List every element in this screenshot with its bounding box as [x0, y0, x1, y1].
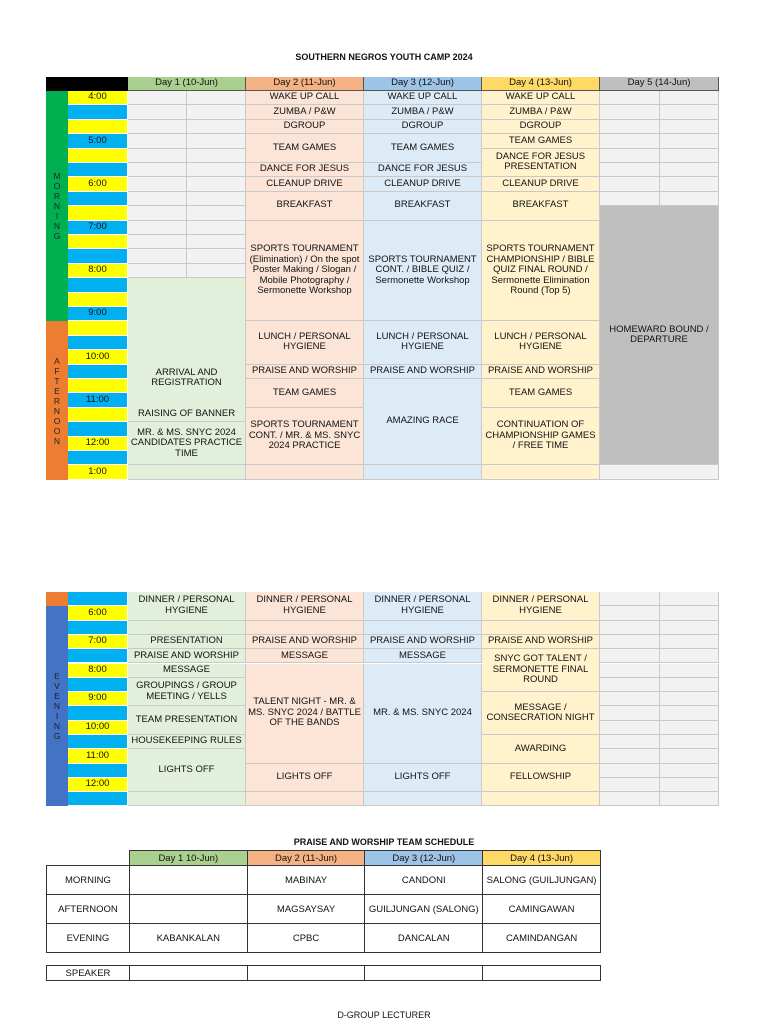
schedule-event: MR. & MS. SNYC 2024 — [364, 664, 482, 764]
pw-cell: MAGSAYSAY — [247, 895, 365, 924]
footer-label: D-GROUP LECTURER — [337, 1010, 431, 1020]
schedule-event: PRAISE AND WORSHIP — [364, 635, 482, 649]
time-cell: 10:00 — [68, 721, 128, 735]
day-header: Day 2 (11-Jun) — [246, 77, 364, 91]
empty-cell — [660, 177, 720, 191]
empty-cell — [660, 120, 720, 134]
afternoon-label-end — [46, 592, 68, 606]
empty-cell — [600, 635, 660, 649]
header-corner — [46, 77, 68, 91]
empty-cell — [660, 778, 720, 792]
pw-row-label: AFTERNOON — [47, 895, 130, 924]
time-cell: 9:00 — [68, 692, 128, 706]
empty-cell — [600, 134, 660, 148]
schedule-event: MESSAGE — [246, 649, 364, 663]
pw-cell: CPBC — [247, 924, 365, 953]
empty-cell — [128, 465, 246, 479]
time-cell: 1:00 — [68, 465, 128, 480]
empty-cell — [364, 621, 482, 635]
time-cell: 10:00 — [68, 350, 128, 364]
speaker-cell — [247, 966, 365, 981]
empty-cell — [600, 592, 660, 606]
time-cell: 6:00 — [68, 606, 128, 620]
empty-cell — [660, 606, 720, 620]
schedule-event: PRAISE AND WORSHIP — [482, 635, 600, 649]
time-cell — [68, 249, 128, 263]
empty-cell — [660, 649, 720, 663]
time-cell — [68, 649, 128, 663]
speaker-table — [46, 965, 601, 981]
schedule-event: TEAM PRESENTATION — [128, 706, 246, 735]
schedule-event: LIGHTS OFF — [128, 749, 246, 792]
schedule-event: ZUMBA / P&W — [364, 105, 482, 119]
time-cell — [68, 678, 128, 692]
pw-cell: CAMINGAWAN — [483, 895, 601, 924]
schedule-event: CONTINUATION OF CHAMPIONSHIP GAMES / FREE TIME — [482, 408, 600, 466]
pw-row-label: EVENING — [47, 924, 130, 953]
empty-cell — [600, 692, 660, 706]
schedule-event: TEAM GAMES — [482, 134, 600, 148]
schedule-event: BREAKFAST — [364, 192, 482, 221]
page-title: SOUTHERN NEGROS YOUTH CAMP 2024 — [295, 52, 473, 62]
time-cell: 8:00 — [68, 664, 128, 678]
schedule-event: TEAM GAMES — [482, 379, 600, 408]
schedule-event: BREAKFAST — [482, 192, 600, 221]
pw-cell: DANCALAN — [365, 924, 483, 953]
day-header: Day 5 (14-Jun) — [600, 77, 719, 91]
schedule-event: WAKE UP CALL — [364, 91, 482, 105]
schedule-event: DGROUP — [364, 120, 482, 134]
empty-cell — [482, 465, 600, 479]
empty-cell — [660, 621, 720, 635]
schedule-event: PRESENTATION — [128, 635, 246, 649]
speaker-label: SPEAKER — [47, 966, 130, 981]
pw-cell: GUILJUNGAN (SALONG) — [365, 895, 483, 924]
empty-cell — [600, 621, 660, 635]
empty-cell — [600, 192, 660, 206]
schedule-event: PRAISE AND WORSHIP — [246, 635, 364, 649]
empty-cell — [246, 465, 364, 479]
time-cell: 11:00 — [68, 393, 128, 407]
schedule-event: SPORTS TOURNAMENT CONT. / BIBLE QUIZ / Sermonette Workshop — [364, 221, 482, 322]
time-cell — [68, 105, 128, 119]
empty-cell — [600, 105, 660, 119]
schedule-event: LIGHTS OFF — [246, 764, 364, 793]
empty-cell — [600, 149, 660, 163]
empty-cell — [600, 706, 660, 720]
empty-cell — [600, 177, 660, 191]
empty-cell — [600, 721, 660, 735]
empty-cell — [600, 465, 719, 479]
pw-row-label: MORNING — [47, 866, 130, 895]
pw-day-header: Day 1 10-Jun) — [129, 851, 247, 866]
time-cell — [68, 163, 128, 177]
pw-cell: KABANKALAN — [129, 924, 247, 953]
speaker-cell — [129, 966, 247, 981]
day-header: Day 3 (12-Jun) — [364, 77, 482, 91]
time-cell — [68, 149, 128, 163]
time-cell — [68, 192, 128, 206]
empty-cell — [600, 764, 660, 778]
schedule-event: HOMEWARD BOUND / DEPARTURE — [600, 206, 719, 465]
empty-cell — [660, 735, 720, 749]
empty-cell — [600, 606, 660, 620]
schedule-event: AWARDING — [482, 735, 600, 764]
schedule-event: TEAM GAMES — [364, 134, 482, 163]
speaker-cell — [483, 966, 601, 981]
time-cell — [68, 408, 128, 422]
schedule-event: ZUMBA / P&W — [482, 105, 600, 119]
empty-cell — [600, 778, 660, 792]
schedule-event: PRAISE AND WORSHIP — [128, 649, 246, 663]
time-cell: 9:00 — [68, 307, 128, 321]
schedule-event: TEAM GAMES — [246, 379, 364, 408]
empty-cell — [482, 792, 600, 806]
empty-cell — [660, 692, 720, 706]
empty-cell — [660, 764, 720, 778]
schedule-event: CLEANUP DRIVE — [364, 177, 482, 191]
pw-cell — [129, 866, 247, 895]
time-cell — [68, 422, 128, 436]
schedule-event: WAKE UP CALL — [482, 91, 600, 105]
time-cell: 5:00 — [68, 134, 128, 148]
empty-cell — [660, 592, 720, 606]
time-cell — [68, 592, 128, 606]
schedule-event: AMAZING RACE — [364, 379, 482, 465]
empty-cell — [482, 621, 600, 635]
schedule-event: MR. & MS. SNYC 2024 CANDIDATES PRACTICE TIME — [128, 422, 246, 465]
pw-cell: CAMINDANGAN — [483, 924, 601, 953]
empty-cell — [660, 163, 720, 177]
time-cell — [68, 764, 128, 778]
empty-cell — [660, 134, 720, 148]
header-time — [68, 77, 128, 91]
schedule-event: SNYC GOT TALENT / SERMONETTE FINAL ROUND — [482, 649, 600, 692]
afternoon-label: A F T E R N O O N — [46, 321, 68, 480]
empty-cell — [600, 163, 660, 177]
schedule-event: LUNCH / PERSONAL HYGIENE — [246, 321, 364, 364]
schedule-event: TALENT NIGHT - MR. & MS. SNYC 2024 / BATTLE OF THE BANDS — [246, 664, 364, 764]
empty-cell — [600, 91, 660, 105]
empty-cell — [660, 192, 720, 206]
schedule-event: RAISING OF BANNER — [128, 408, 246, 422]
empty-cell — [600, 649, 660, 663]
schedule-event: DINNER / PERSONAL HYGIENE — [364, 592, 482, 621]
evening-label: E V E N I N G — [46, 606, 68, 806]
schedule-event: FELLOWSHIP — [482, 764, 600, 793]
schedule-event: DANCE FOR JESUS — [364, 163, 482, 177]
pw-schedule-table — [46, 850, 601, 953]
pw-cell: MABINAY — [247, 866, 365, 895]
morning-label: M O R N I N G — [46, 91, 68, 321]
time-cell — [68, 206, 128, 220]
empty-cell — [600, 678, 660, 692]
time-cell — [68, 365, 128, 379]
pw-header-blank — [47, 851, 130, 866]
pw-day-header: Day 2 (11-Jun) — [247, 851, 365, 866]
speaker-cell — [365, 966, 483, 981]
schedule-event: CLEANUP DRIVE — [246, 177, 364, 191]
empty-cell — [660, 105, 720, 119]
empty-cell — [364, 792, 482, 806]
schedule-event: CLEANUP DRIVE — [482, 177, 600, 191]
schedule-event: DINNER / PERSONAL HYGIENE — [128, 592, 246, 621]
time-cell — [68, 336, 128, 350]
day-header: Day 4 (13-Jun) — [482, 77, 600, 91]
time-cell — [68, 120, 128, 134]
schedule-event: DINNER / PERSONAL HYGIENE — [482, 592, 600, 621]
schedule-event: PRAISE AND WORSHIP — [482, 365, 600, 379]
empty-cell — [660, 91, 720, 105]
schedule-event: PRAISE AND WORSHIP — [246, 365, 364, 379]
empty-cell — [660, 635, 720, 649]
schedule-event: WAKE UP CALL — [246, 91, 364, 105]
time-cell: 6:00 — [68, 177, 128, 191]
time-cell: 7:00 — [68, 221, 128, 235]
schedule-event: MESSAGE / CONSECRATION NIGHT — [482, 692, 600, 735]
time-cell: 12:00 — [68, 437, 128, 451]
schedule-event: SPORTS TOURNAMENT CHAMPIONSHIP / BIBLE QUIZ FINAL ROUND / Sermonette Elimination Round (Top 5) — [482, 221, 600, 322]
schedule-event: DGROUP — [482, 120, 600, 134]
schedule-event: DINNER / PERSONAL HYGIENE — [246, 592, 364, 621]
schedule-event: DANCE FOR JESUS — [246, 163, 364, 177]
time-cell: 8:00 — [68, 264, 128, 278]
time-cell — [68, 321, 128, 335]
time-cell — [68, 293, 128, 307]
schedule-event: DGROUP — [246, 120, 364, 134]
schedule-event: SPORTS TOURNAMENT CONT. / MR. & MS. SNYC 2024 PRACTICE — [246, 408, 364, 466]
time-cell: 7:00 — [68, 635, 128, 649]
empty-cell — [600, 120, 660, 134]
pw-schedule-title: PRAISE AND WORSHIP TEAM SCHEDULE — [293, 837, 475, 847]
pw-day-header: Day 4 (13-Jun) — [483, 851, 601, 866]
empty-cell — [660, 664, 720, 678]
schedule-event: HOUSEKEEPING RULES — [128, 735, 246, 749]
time-cell — [68, 278, 128, 292]
schedule-event: MESSAGE — [364, 649, 482, 663]
empty-cell — [246, 621, 364, 635]
day-header: Day 1 (10-Jun) — [128, 77, 246, 91]
time-cell — [68, 235, 128, 249]
time-cell — [68, 621, 128, 635]
empty-cell — [128, 621, 246, 635]
schedule-event: SPORTS TOURNAMENT (Elimination) / On the spot Poster Making / Slogan / Mobile Photography / Sermonette Workshop — [246, 221, 364, 322]
schedule-event: TEAM GAMES — [246, 134, 364, 163]
time-cell — [68, 792, 128, 806]
empty-cell — [128, 792, 246, 806]
pw-cell: CANDONI — [365, 866, 483, 895]
time-cell — [68, 735, 128, 749]
pw-day-header: Day 3 (12-Jun) — [365, 851, 483, 866]
empty-cell — [660, 792, 720, 806]
time-cell: 11:00 — [68, 749, 128, 763]
schedule-event: BREAKFAST — [246, 192, 364, 221]
empty-cell — [600, 664, 660, 678]
pw-cell: SALONG (GUILJUNGAN) — [483, 866, 601, 895]
schedule-event: PRAISE AND WORSHIP — [364, 365, 482, 379]
pw-cell — [129, 895, 247, 924]
empty-cell — [246, 792, 364, 806]
empty-cell — [600, 749, 660, 763]
empty-cell — [660, 149, 720, 163]
time-cell: 12:00 — [68, 778, 128, 792]
schedule-event: LUNCH / PERSONAL HYGIENE — [364, 321, 482, 364]
empty-cell — [660, 678, 720, 692]
time-cell — [68, 706, 128, 720]
empty-cell — [660, 706, 720, 720]
time-cell — [68, 451, 128, 465]
time-cell — [68, 379, 128, 393]
schedule-event: ARRIVAL AND REGISTRATION — [128, 278, 246, 480]
schedule-event: MESSAGE — [128, 664, 246, 678]
schedule-event: DANCE FOR JESUS PRESENTATION — [482, 149, 600, 178]
empty-cell — [600, 792, 660, 806]
schedule-event: GROUPINGS / GROUP MEETING / YELLS — [128, 678, 246, 707]
schedule-event: ZUMBA / P&W — [246, 105, 364, 119]
schedule-event: LUNCH / PERSONAL HYGIENE — [482, 321, 600, 364]
time-cell: 4:00 — [68, 91, 128, 105]
schedule-event: LIGHTS OFF — [364, 764, 482, 793]
empty-cell — [364, 465, 482, 479]
empty-cell — [660, 749, 720, 763]
empty-cell — [600, 735, 660, 749]
empty-cell — [660, 721, 720, 735]
